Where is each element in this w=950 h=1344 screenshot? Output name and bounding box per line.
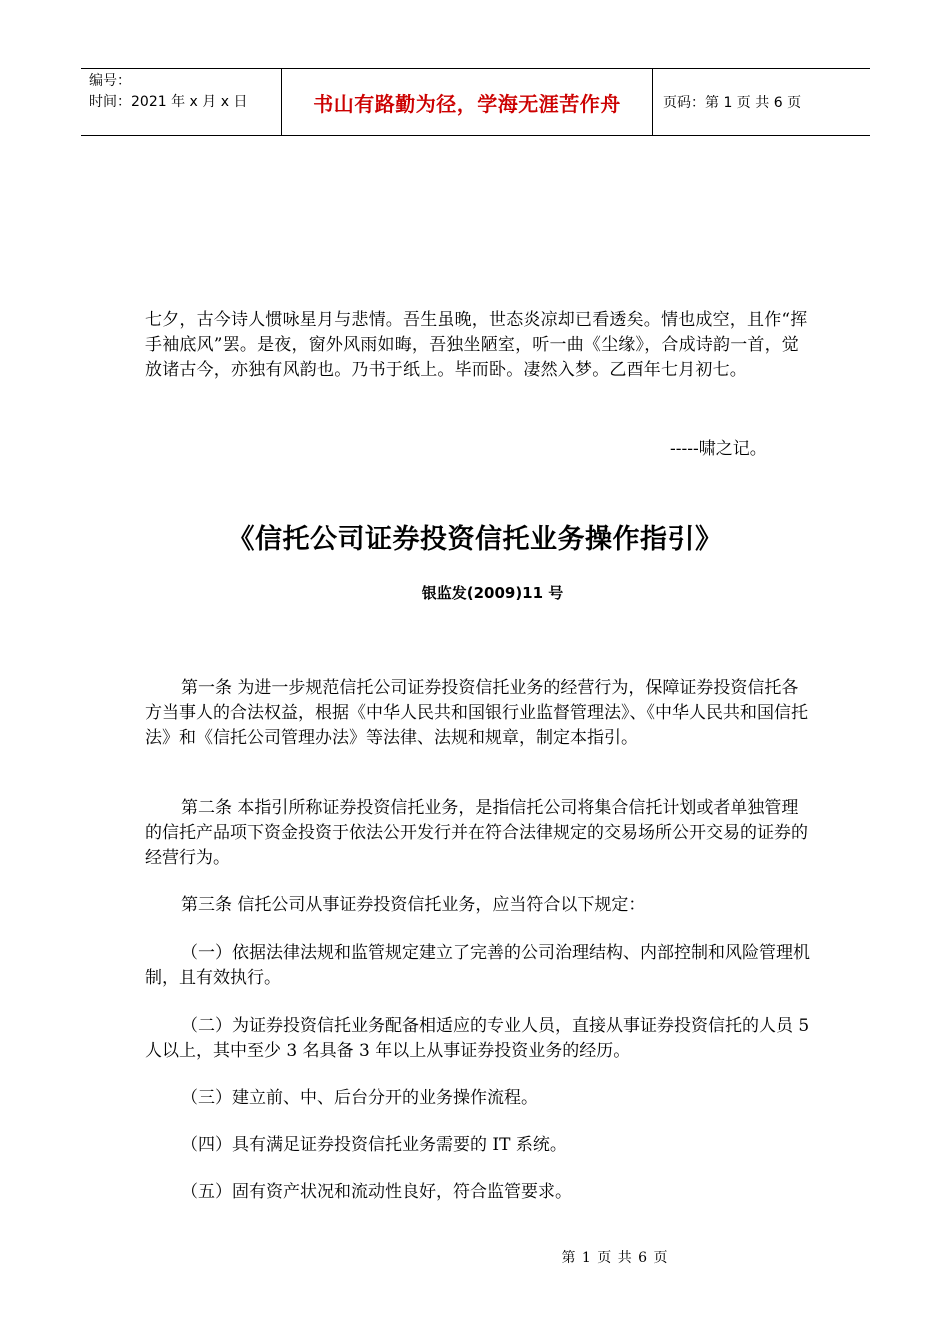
header-motto: 书山有路勤为径，学海无涯苦作舟 [281, 69, 653, 135]
page-footer: 第 1 页 共 6 页 [561, 1250, 669, 1266]
document-title: 《信托公司证券投资信托业务操作指引》 [227, 524, 723, 555]
poem-signature: -----啸之记。 [670, 439, 767, 459]
article-3-item-4: （四）具有满足证券投资信托业务需要的 IT 系统。 [181, 1135, 567, 1155]
header-table [81, 68, 870, 136]
article-3: 第三条 信托公司从事证券投资信托业务，应当符合以下规定： [181, 895, 646, 915]
number-label: 编号： [89, 73, 131, 89]
article-2: 第二条 本指引所称证券投资信托业务，是指信托公司将集合信托计划或者单独管理的信托产品项下资金投资于依法公开发行并在符合法律规定的交易场所公开交易的证券的经营行为。 [145, 798, 808, 868]
header-left-cell [81, 69, 281, 135]
article-3-item-5: （五）固有资产状况和流动性良好，符合监管要求。 [181, 1182, 572, 1202]
document-number: 银监发(2009)11 号 [421, 584, 564, 602]
time-label: 时间：2021 年 x 月 x 日 [89, 94, 248, 110]
article-3-item-1: （一）依据法律法规和监管规定建立了完善的公司治理结构、内部控制和风险管理机制，且有效执行。 [145, 943, 810, 988]
article-1: 第一条 为进一步规范信托公司证券投资信托业务的经营行为，保障证券投资信托各方当事人的合法权益，根据《中华人民共和国银行业监督管理法》、《中华人民共和国信托法》和《信托公司管理办法》等法律、法规和规章，制定本指引。 [145, 678, 808, 748]
header-page-info: 页码：第 1 页 共 6 页 [663, 95, 802, 111]
article-3-item-2: （二）为证券投资信托业务配备相适应的专业人员，直接从事证券投资信托的人员 5 人以上，其中至少 3 名具备 3 年以上从事证券投资业务的经历。 [145, 1016, 810, 1061]
article-3-item-3: （三）建立前、中、后台分开的业务操作流程。 [181, 1088, 538, 1108]
poem-text: 七夕，古今诗人惯咏星月与悲情。吾生虽晚，世态炎凉却已看透矣。情也成空，且作“挥手袖底风”罢。是夜，窗外风雨如晦，吾独坐陋室，听一曲《尘缘》，合成诗韵一首，觉放诸古今，亦独有风韵也。乃书于纸上。毕而卧。凄然入梦。乙酉年七月初七。 [145, 310, 808, 380]
